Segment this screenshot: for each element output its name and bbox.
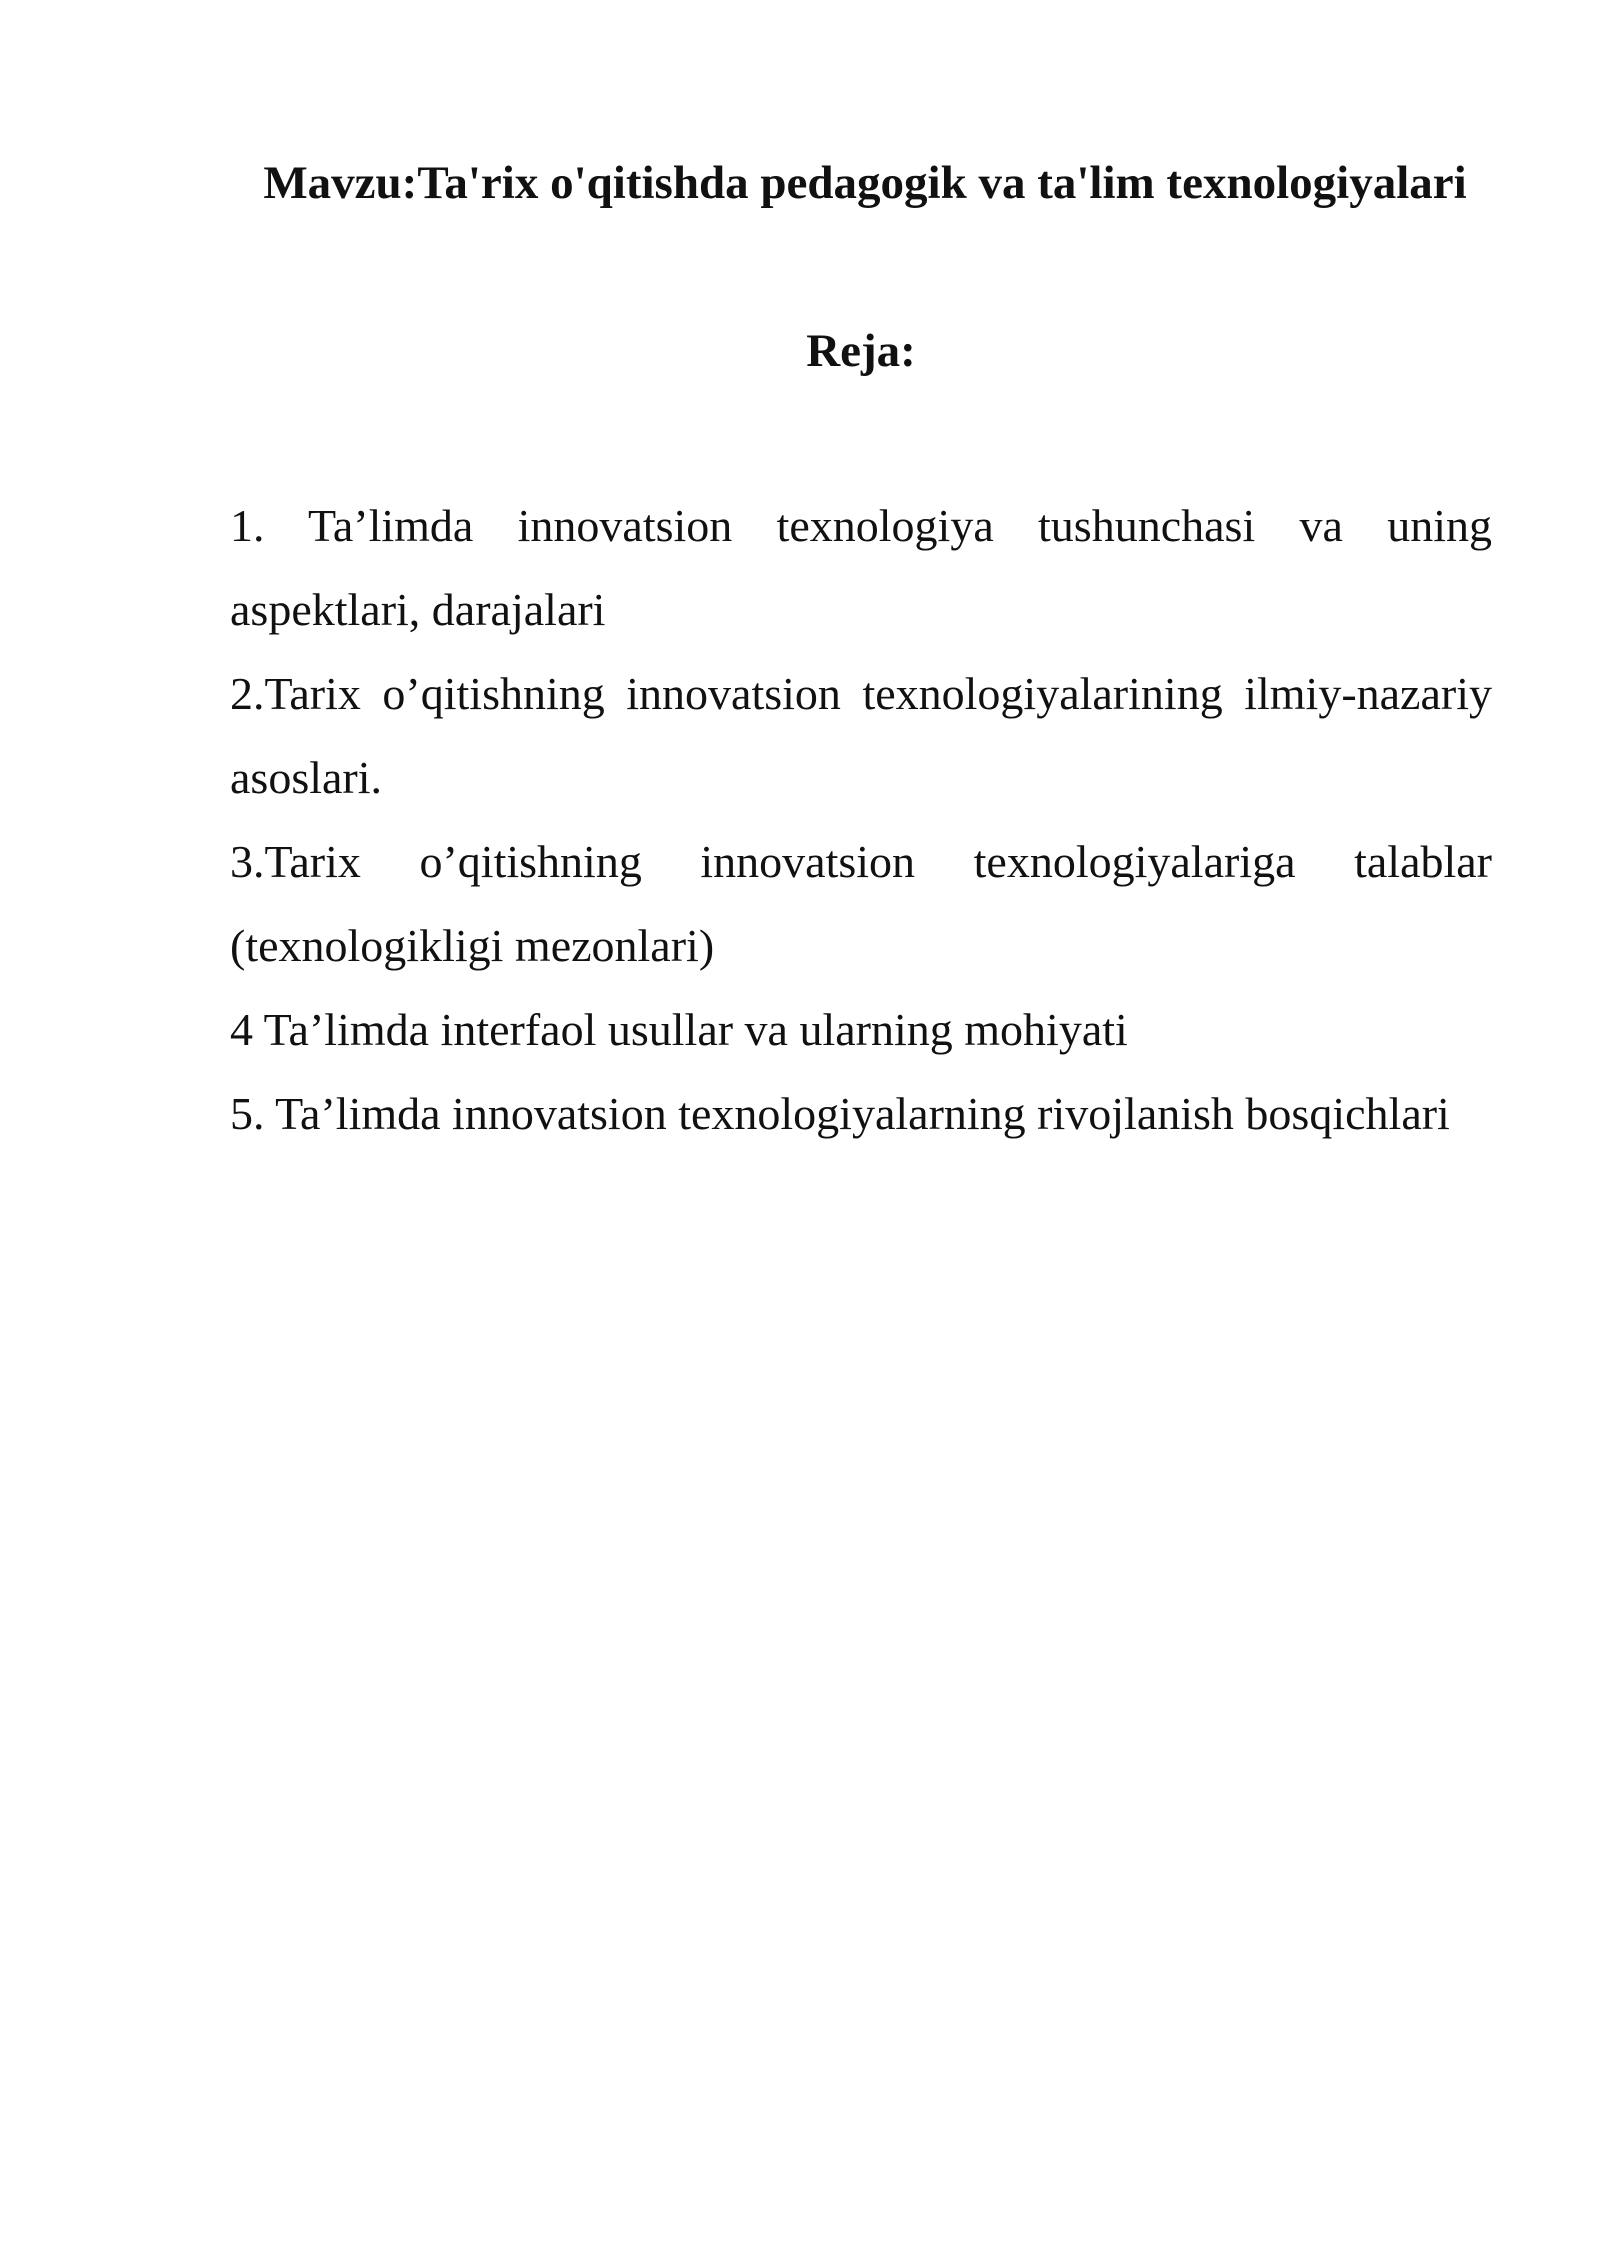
plan-item-text: 4 Ta’limda interfaol usullar va ularning mohiyati bbox=[230, 1004, 1128, 1055]
plan-item-2 bbox=[230, 652, 1492, 820]
document-title: Mavzu:Ta'rix o'qitishda pedagogik va ta'lim texnologiyalari bbox=[263, 157, 1467, 209]
plan-item-text: 3.Tarix o’qitishning innovatsion texnologiyalariga talablar (texnologikligi mezonlari) bbox=[230, 836, 1492, 971]
plan-heading: Reja: bbox=[806, 325, 916, 377]
plan-item-3 bbox=[230, 820, 1492, 988]
plan-item-1 bbox=[230, 484, 1492, 652]
plan-item-4 bbox=[230, 988, 1492, 1072]
plan-list bbox=[230, 484, 1492, 1156]
plan-item-5 bbox=[230, 1072, 1492, 1156]
plan-item-text: 1. Ta’limda innovatsion texnologiya tushunchasi va uning aspektlari, darajalari bbox=[230, 500, 1492, 635]
plan-item-text: 2.Tarix o’qitishning innovatsion texnologiyalarining ilmiy-nazariy asoslari. bbox=[230, 668, 1492, 803]
plan-item-text: 5. Ta’limda innovatsion texnologiyalarning rivojlanish bosqichlari bbox=[230, 1088, 1450, 1139]
